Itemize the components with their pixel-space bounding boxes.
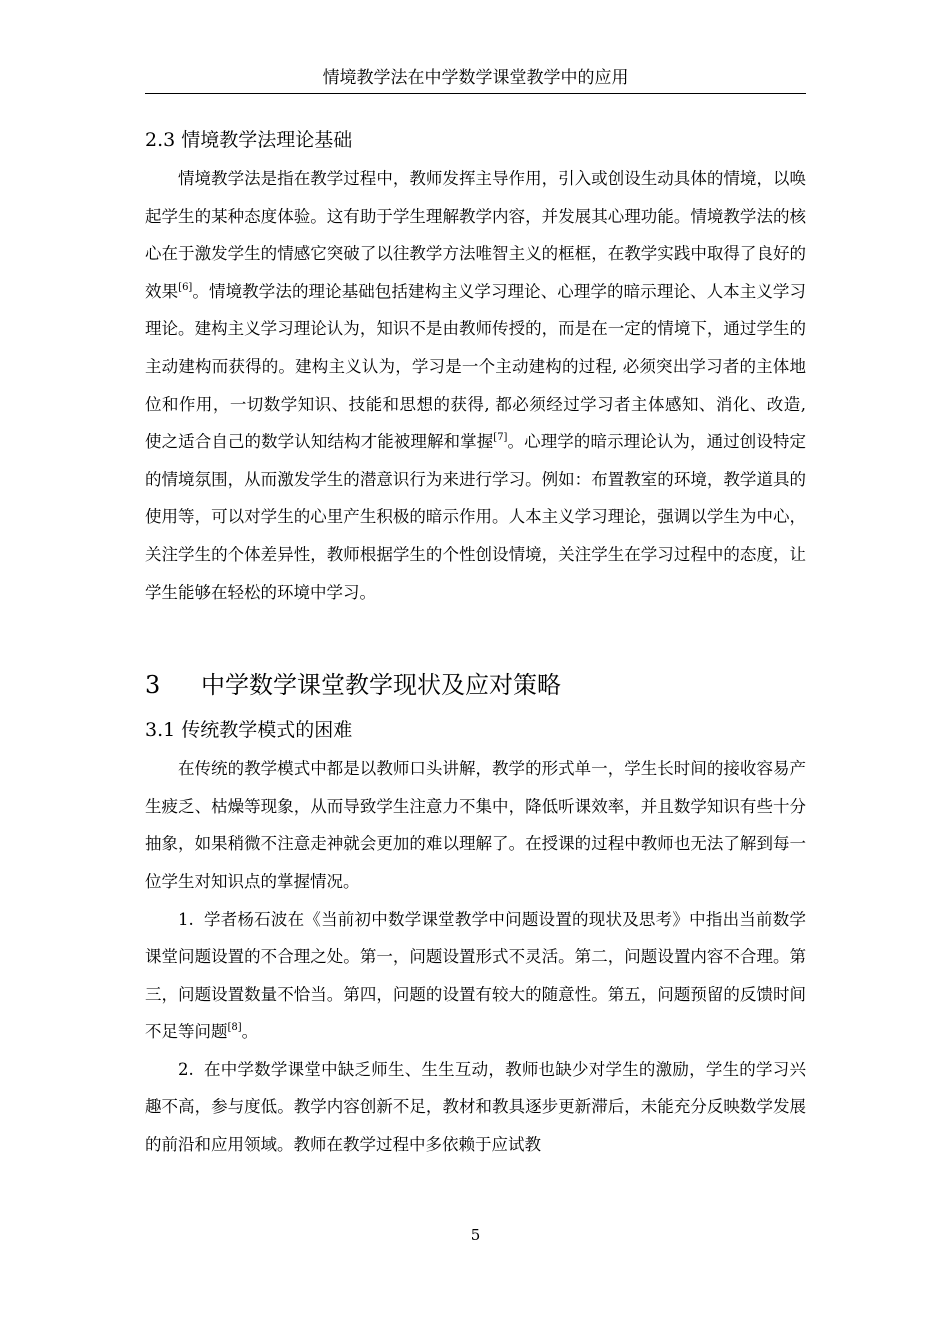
section-2-3-paragraph	[145, 160, 806, 611]
list-text-end: 。	[241, 1022, 259, 1042]
citation-ref-7: [7]	[493, 432, 508, 444]
section-3-1-heading: 3.1 传统教学模式的困难	[145, 719, 353, 742]
running-header: 情境教学法在中学数学课堂教学中的应用	[322, 68, 629, 88]
list-item-1	[145, 901, 806, 1051]
page-number: 5	[470, 1226, 481, 1244]
list-text: 在中学数学课堂中缺乏师生、生生互动，教师也缺少对学生的激励，学生的学习兴趣不高，参与度低。教学内容创新不足，教材和教具逐步更新滞后，未能充分反映数学发展的前沿和应用领域。教师在教学过程中多依赖于应试教	[145, 1059, 806, 1155]
citation-ref-8: [8]	[227, 1022, 242, 1034]
chapter-title: 中学数学课堂教学现状及应对策略	[201, 671, 561, 700]
header-rule	[145, 93, 806, 94]
chapter-3-heading	[145, 667, 806, 703]
section-3-1-paragraph: 在传统的教学模式中都是以教师口头讲解，教学的形式单一，学生长时间的接收容易产生疲乏、枯燥等现象，从而导致学生注意力不集中，降低听课效率，并且数学知识有些十分抽象，如果稍微不注意走神就会更加的难以理解了。在授课的过程中教师也无法了解到每一位学生对知识点的掌握情况。	[145, 759, 806, 891]
paragraph-text: 。情境教学法的理论基础包括建构主义学习理论、心理学的暗示理论、人本主义学习理论。建构主义学习理论认为，知识不是由教师传授的，而是在一定的情境下，通过学生的主动建构而获得的。建构主义认为，学习是一个主动建构的过程, 必须突出学习者的主体地位和作用，一切数学知识、技能和思想的获得, 都必须经过学习者主体感知、消化、改造, 使之适合自己的数学认知结构才能被理解和掌握	[145, 281, 807, 452]
section-2-3-heading: 2.3 情境教学法理论基础	[145, 129, 353, 151]
list-item-2	[145, 1051, 806, 1164]
page-content	[145, 125, 806, 1164]
paragraph-text: 情境教学法是指在教学过程中，教师发挥主导作用，引入或创设生动具体的情境，以唤起学生的某种态度体验。这有助于学生理解教学内容，并发展其心理功能。情境教学法的核心在于激发学生的情感它突破了以往教学方法唯智主义的框框，在教学实践中取得了良好的效果	[145, 169, 806, 301]
chapter-number: 3	[145, 671, 161, 700]
list-number: 1.	[178, 909, 194, 929]
list-number: 2.	[178, 1059, 194, 1079]
citation-ref-6: [6]	[178, 281, 193, 293]
paragraph-text: 。心理学的暗示理论认为，通过创设特定的情境氛围，从而激发学生的潜意识行为来进行学习。例如：布置教室的环境，教学道具的使用等，可以对学生的心里产生积极的暗示作用。人本主义学习理论，强调以学生为中心，关注学生的个体差异性，教师根据学生的个性创设情境，关注学生在学习过程中的态度，让学生能够在轻松的环境中学习。	[145, 432, 807, 602]
list-text: 学者杨石波在《当前初中数学课堂教学中问题设置的现状及思考》中指出当前数学课堂问题设置的不合理之处。第一，问题设置形式不灵活。第二，问题设置内容不合理。第三，问题设置数量不恰当。第四，问题的设置有较大的随意性。第五，问题预留的反馈时间不足等问题	[145, 909, 806, 1042]
